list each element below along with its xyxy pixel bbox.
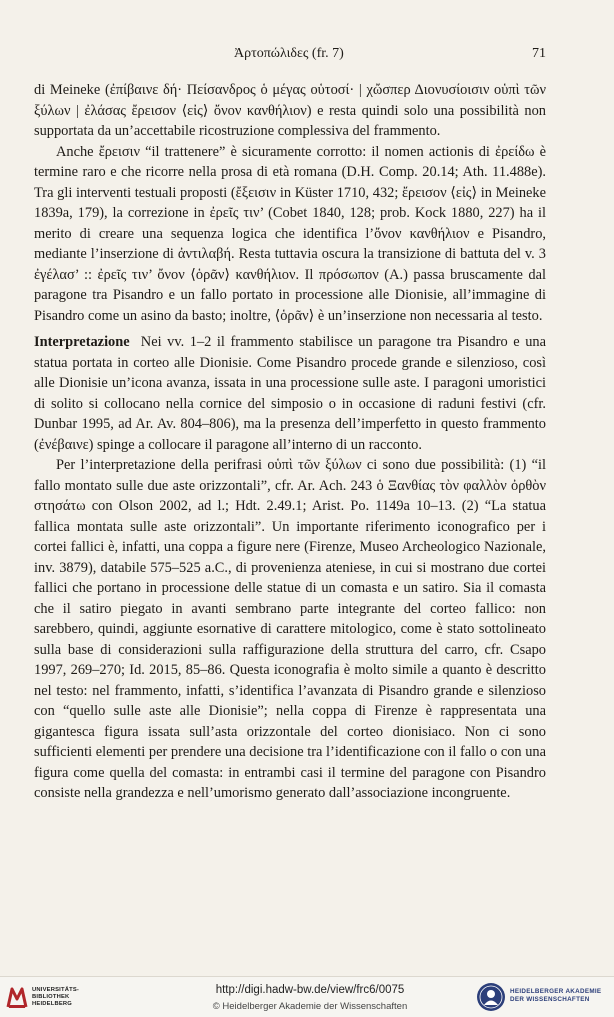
permalink-url[interactable]: http://digi.hadw-bw.de/view/frc6/0075 bbox=[215, 984, 405, 996]
academy-line-2: DER WISSENSCHAFTEN bbox=[510, 996, 590, 1003]
university-library-logo[interactable] bbox=[6, 985, 116, 1011]
viewer-footer bbox=[0, 976, 614, 1017]
paragraph-4: Per l’interpretazione della perifrasi οὑπὶ τῶν ξύλων ci sono due possibilità: (1) “il fallo montato sulle due aste orizzontali”, cfr. Ar. Ach. 243 ὁ Ξανθίας τὸν φαλλὸν ὀρθὸν στησάτω con Olson 2002, ad l.; Hdt. 2.49.1; Arist. Po. 1149a 10–13. (2) “La statua fallica montata sulle aste orizzontali”. Un importante riferimento iconografico per i cortei fallici è, infatti, una coppa a figure nere (Firenze, Museo Archeologico Nazionale, inv. 3879), databile 575–525 a.C., di provenienza ateniese, in cui si mostrano due cortei fallici che portano in processione delle statue di un comasta e un satiro. Sia il comasta che il satiro piegato in avanti sembrano parte integrante del corteo fallico: non sarebbero, quindi, aggiunte esornative di carattere mitologico, come è stato sottolineato sulla base di considerazioni sulla raffigurazione della struttura del carro, cfr. Csapo 1997, 269–270; Id. 2015, 85–86. Questa iconografia è molto simile a quanto è descritto nel testo: nel frammento, infatti, s’identifica l’avanzata di Pisandro grande e silenzioso con “quello sulle aste alle Dionisie”; nella coppa di Firenze è rappresentata una gigantesca figura issata sull’asta orizzontale del corteo dionisiaco. Non ci sono sufficienti elementi per prendere una decisione tra l’identificazione con il fallo o con una figura come quella del comasta: in entrambi casi il termine del paragone con Pisandro consiste nella grandezza e nell’umorismo generato dall’associazione incongruente. bbox=[34, 457, 546, 801]
paragraph-2: Anche ἔρεισιν “il trattenere” è sicuramente corrotto: il nomen actionis di ἐρείδω è termine raro e che ricorre nella prosa di età romana (D.H. Comp. 20.14; Ath. 11.488e). Tra gli interventi testuali proposti (ἔξεισιν in Küster 1710, 432; ἔρεισον ⟨εἰς⟩ in Meineke 1839a, 179), la correzione in ἐρεῖς τιν’ (Cobet 1840, 128; prob. Kock 1880, 227) ha il merito di creare una sequenza logica che identifica l’ὄνον κανθήλιον e Pisandro, mediante l’inserzione di ἀντιλαβή. Resta tuttavia oscura la transizione di battuta del v. 3 ἐγέλασ’ :: ἐρεῖς τιν’ ὄνον ⟨ὁρᾶν⟩ κανθήλιον. Il πρόσωπον (A.) passa bruscamente dal paragone tra Pisandro e un fallo portato in processione alle Dionisie, all’immagine di Pisandro come un asino da basto; inoltre, ⟨ὁρᾶν⟩ è un’inserzione non necessaria al testo. bbox=[34, 143, 546, 324]
academy-line-1: HEIDELBERGER AKADEMIE bbox=[510, 988, 602, 995]
paragraph-1: di Meineke (ἐπίβαινε δή· Πείσανδρος ὁ μέγας οὑτοσί· | χὤσπερ Διονυσίοισιν οὑπὶ τῶν ξύλων | ἐλάσας ἔρεισον ⟨εἰς⟩ ὄνον κανθήλιον) e resta quindi solo una possibilità non supportata da un’accettabile ricostruzione complessiva del frammento. bbox=[34, 82, 546, 139]
running-title: Ἀρτοπώλιδες (fr. 7) bbox=[234, 46, 344, 61]
section-heading: Interpretazione bbox=[34, 334, 130, 350]
page-number: 71 bbox=[532, 46, 546, 61]
university-line-1: UNIVERSITÄTS- bbox=[32, 987, 80, 993]
university-library-name bbox=[32, 987, 79, 1008]
academy-seal-icon bbox=[476, 982, 506, 1012]
paragraph-3: Nei vv. 1–2 il frammento stabilisce un paragone tra Pisandro e una statua portata in corteo alle Dionisie. Come Pisandro procede grande e silenzioso, così alle Dionisie un’icona avanza, issata in una processione sulle aste. I paragoni umoristici di solito si collocano nella cornice del simposio o in occasione di raduni festivi (cfr. Dunbar 1995, ad Ar. Av. 804–806), ma la presenza dell’imperfetto in questo frammento (ἐνέβαινε) spinge a collocare il paragone all’interno di un racconto. bbox=[34, 334, 546, 453]
paragraph-interpretazione bbox=[34, 332, 546, 455]
academy-name bbox=[510, 988, 601, 1004]
body-text bbox=[34, 80, 546, 804]
university-seal-icon bbox=[6, 985, 28, 1009]
university-line-3: HEIDELBERG bbox=[32, 1001, 73, 1007]
university-line-2: BIBLIOTHEK bbox=[32, 994, 70, 1000]
copyright-notice: © Heidelberger Akademie der Wissenschaften bbox=[212, 1001, 408, 1012]
academy-logo[interactable] bbox=[476, 982, 611, 1014]
